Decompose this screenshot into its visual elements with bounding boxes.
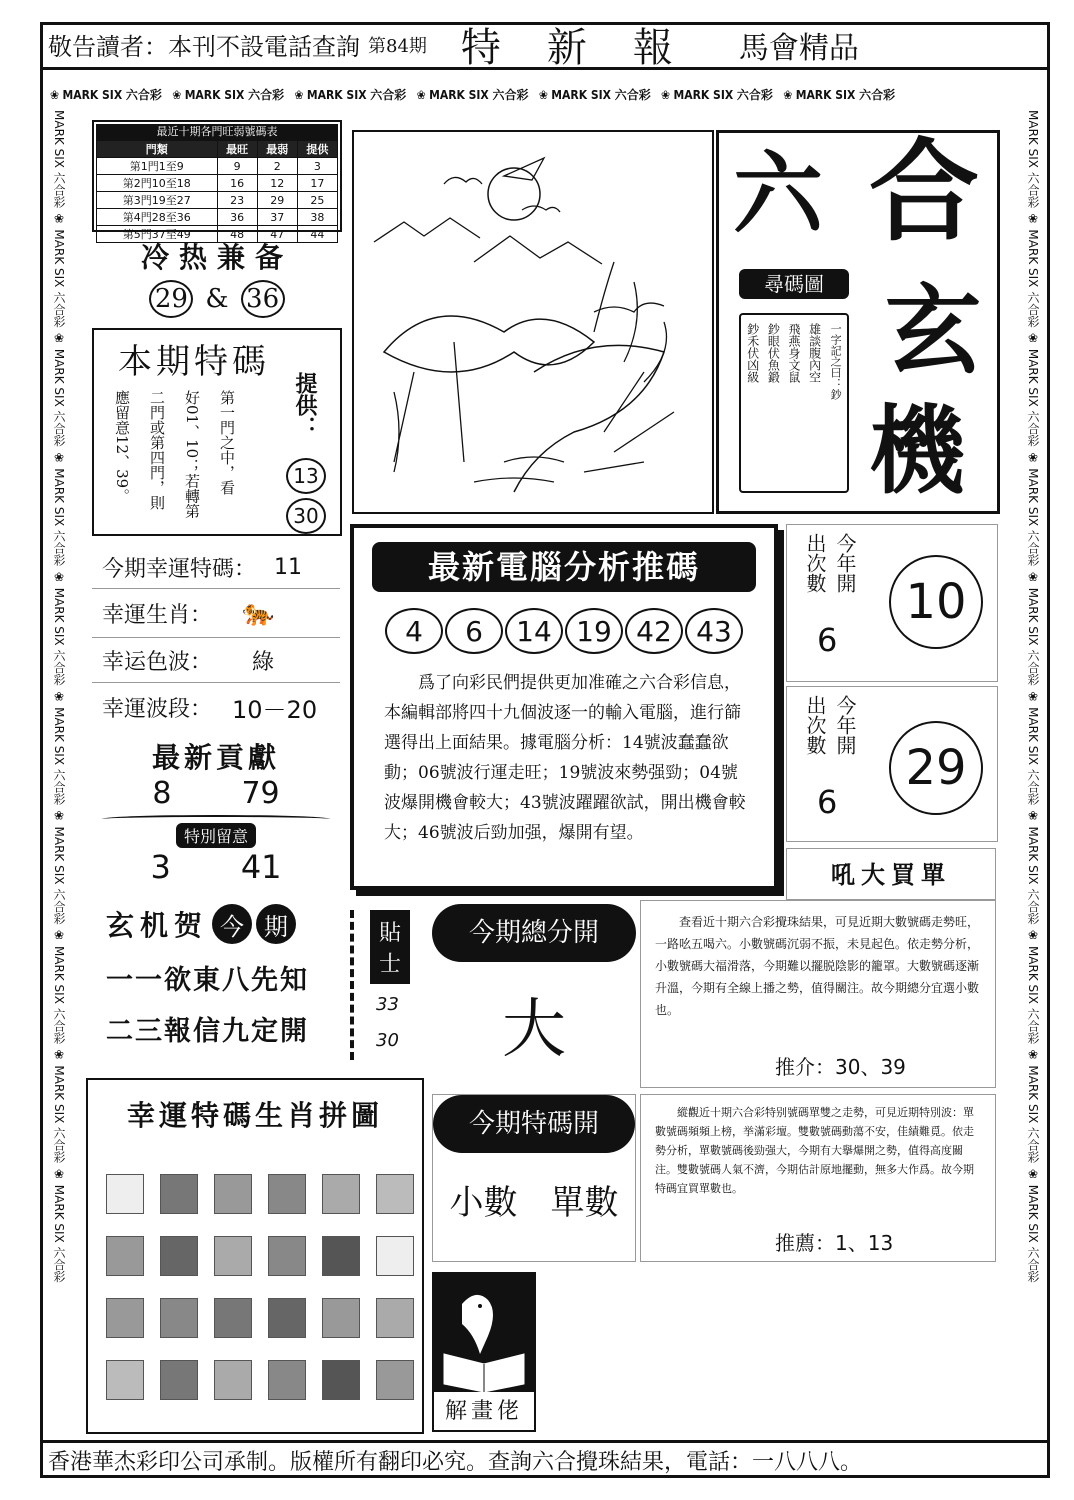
brand-label: 馬會精品 xyxy=(738,30,859,66)
lucky-color-row xyxy=(92,638,340,683)
special-open-value: 單數 xyxy=(550,1183,619,1223)
cold-hot-title: 冷热兼备 xyxy=(140,241,293,274)
table-header: 提供 xyxy=(297,141,337,158)
lucky-zodiac-row xyxy=(92,589,340,638)
code-map-tag: 尋碼圖 xyxy=(739,269,849,299)
special-col: 好01、10；若轉第 xyxy=(183,390,201,519)
table-cell: 48 xyxy=(217,226,257,243)
strip-unit: MARK SIX 六合彩 xyxy=(52,707,66,805)
poem-col: 鈔眼伏魚鍛 xyxy=(766,323,781,383)
scroll-poem xyxy=(739,313,849,493)
hot-table xyxy=(96,140,338,243)
occurrence-number: 29 xyxy=(889,721,983,815)
poem-col: 鈔禾伏凶級 xyxy=(745,323,760,383)
strip-unit: MARK SIX 六合彩 xyxy=(673,88,773,102)
right-marksix-strip: MARK SIX 六合彩 ❀ MARK SIX 六合彩 ❀ MARK SIX 六合彩 ❀ MARK SIX 六合彩 ❀ MARK SIX 六合彩 ❀ MARK SIX 六合彩 ❀ MARK SIX 六合彩 ❀ MARK SIX 六合彩 ❀ MARK SIX 六合彩 ❀ MARK SIX 六合彩 xyxy=(1026,110,1040,1283)
table-row xyxy=(97,158,338,175)
poem-col: 雄談腹內空 xyxy=(807,323,822,383)
puzzle-piece[interactable] xyxy=(376,1360,414,1400)
table-cell: 29 xyxy=(257,192,297,209)
strip-unit: MARK SIX 六合彩 xyxy=(551,88,651,102)
strip-unit: MARK SIX 六合彩 xyxy=(62,88,162,102)
contribution-box xyxy=(92,736,340,896)
table-cell: 47 xyxy=(257,226,297,243)
table-cell: 23 xyxy=(217,192,257,209)
bigbuy-title: 吼大買單 xyxy=(786,848,996,900)
attention-numbers xyxy=(92,848,340,886)
lucky-range-row xyxy=(92,683,340,731)
occurrence-label: 出次數 xyxy=(803,533,827,593)
table-cell: 第4門28至36 xyxy=(97,209,218,226)
puzzle-piece[interactable] xyxy=(214,1298,252,1338)
table-row xyxy=(97,192,338,209)
puzzle-piece[interactable] xyxy=(322,1360,360,1400)
puzzle-piece[interactable] xyxy=(214,1236,252,1276)
logo-char: 機 xyxy=(869,394,965,507)
tips-char: 貼 xyxy=(378,921,401,946)
computer-number: 19 xyxy=(565,608,623,654)
contribution-title: 最新貢獻 xyxy=(151,741,280,774)
computer-number: 43 xyxy=(685,608,743,654)
lucky-section xyxy=(92,546,340,731)
provide-label: 提供： xyxy=(292,372,318,438)
interpreter-label: 解畫佬 xyxy=(444,1399,523,1424)
table-header-row xyxy=(97,141,338,158)
puzzle-piece[interactable] xyxy=(160,1298,198,1338)
occurrence-number: 10 xyxy=(889,555,983,649)
lucky-code-row xyxy=(92,546,340,589)
special-open-value: 小數 xyxy=(449,1183,518,1223)
attention-number: 41 xyxy=(240,848,282,886)
puzzle-piece[interactable] xyxy=(268,1298,306,1338)
strip-unit: MARK SIX 六合彩 xyxy=(429,88,529,102)
puzzle-grid xyxy=(106,1174,426,1418)
table-cell: 9 xyxy=(217,158,257,175)
computer-number: 6 xyxy=(445,608,503,654)
strip-unit: MARK SIX 六合彩 xyxy=(52,945,66,1044)
reader-notice: 敬告讀者：本刊不設電話查詢 xyxy=(48,33,360,61)
special-col: 應留意12、39。 xyxy=(113,390,131,504)
lucky-zodiac-label: 幸運生肖： xyxy=(102,602,213,628)
lucky-color-label: 幸运色波： xyxy=(102,649,213,675)
puzzle-piece[interactable] xyxy=(160,1174,198,1214)
strip-unit: MARK SIX 六合彩 xyxy=(1026,1065,1040,1164)
table-header: 最旺 xyxy=(217,141,257,158)
special-title: 本期特碼 xyxy=(118,342,270,382)
total-score-box xyxy=(432,904,636,1086)
strip-unit: MARK SIX 六合彩 xyxy=(1026,468,1040,567)
wave-divider xyxy=(102,815,330,823)
lucky-code-value: 11 xyxy=(274,554,303,580)
poem-col: 飛燕身文鼠 xyxy=(786,323,801,383)
strip-unit: MARK SIX 六合彩 xyxy=(795,88,896,102)
table-header: 門類 xyxy=(97,141,218,158)
lucky-code-label: 今期幸運特碼： xyxy=(102,556,257,582)
puzzle-piece[interactable] xyxy=(322,1236,360,1276)
occurrence-value: 6 xyxy=(817,621,838,659)
hot-number: 36 xyxy=(241,280,285,318)
strip-unit: MARK SIX 六合彩 xyxy=(52,1065,66,1164)
special-open-text: 縱觀近十期六合彩特别號碼單雙之走勢，可見近期特別波：單數號碼頻頻上榜，挙滿彩壇。雙數號碼動蕩不安，佳績難覓。依走勢分析，單數號碼後勁强大，今期有大擧爆開之勢，值得高度關注。雙數號碼人氣不濟，今期估計原地擺動，無多大作爲。故今期特碼宜買單數也。 xyxy=(655,1106,974,1195)
dashed-divider xyxy=(350,910,358,1060)
table-cell: 2 xyxy=(257,158,297,175)
liuhe-xuanji-logo xyxy=(716,127,1000,514)
zodiac-puzzle-box xyxy=(86,1078,424,1434)
puzzle-title: 幸運特碼生肖拼圖 xyxy=(126,1099,383,1132)
puzzle-piece[interactable] xyxy=(268,1360,306,1400)
table-cell: 12 xyxy=(257,175,297,192)
picture-interpreter-box xyxy=(432,1272,536,1432)
ampersand: & xyxy=(205,284,229,314)
bird-book-illustration xyxy=(434,1274,534,1392)
puzzle-piece[interactable] xyxy=(106,1236,144,1276)
puzzle-piece[interactable] xyxy=(106,1174,144,1214)
xuanji-box xyxy=(92,904,348,1064)
left-marksix-strip: MARK SIX 六合彩 ❀ MARK SIX 六合彩 ❀ MARK SIX 六合彩 ❀ MARK SIX 六合彩 ❀ MARK SIX 六合彩 ❀ MARK SIX 六合彩 ❀ MARK SIX 六合彩 ❀ MARK SIX 六合彩 ❀ MARK SIX 六合彩 ❀ MARK SIX 六合彩 xyxy=(52,110,66,1283)
logo-char: 玄 xyxy=(885,274,981,387)
lotus-landscape-icon xyxy=(354,132,712,512)
hot-cold-table-box xyxy=(92,120,342,241)
strip-unit: MARK SIX 六合彩 xyxy=(52,110,66,208)
table-row xyxy=(97,175,338,192)
table-cell: 37 xyxy=(257,209,297,226)
poem-col: 一字記之曰：鈔 xyxy=(829,323,843,400)
strip-unit: MARK SIX 六合彩 xyxy=(1026,110,1040,208)
total-value: 大 xyxy=(502,993,566,1067)
flower-icon: ❀ xyxy=(416,88,426,102)
attention-label: 特別留意 xyxy=(176,823,256,848)
xuanji-line: 二三報信九定開 xyxy=(106,1016,309,1047)
occurrence-label: 今年開 xyxy=(833,695,857,755)
xuanji-title-row xyxy=(92,904,348,944)
strip-unit: MARK SIX 六合彩 xyxy=(306,88,407,102)
lucky-range-value: 10－20 xyxy=(232,695,318,724)
puzzle-piece[interactable] xyxy=(322,1174,360,1214)
xuanji-title: 玄机贺 xyxy=(106,909,209,942)
table-header: 最弱 xyxy=(257,141,297,158)
flower-icon: ❀ xyxy=(661,88,671,102)
strip-unit: MARK SIX 六合彩 xyxy=(1026,1184,1040,1283)
header-bar xyxy=(40,22,1050,70)
flower-icon: ❀ xyxy=(172,88,182,102)
attention-number: 3 xyxy=(150,848,171,886)
occurrence-value: 6 xyxy=(817,783,838,821)
puzzle-piece[interactable] xyxy=(214,1360,252,1400)
table-cell: 第2門10至18 xyxy=(97,175,218,192)
computer-analysis-box xyxy=(350,524,778,890)
landscape-illustration xyxy=(352,130,714,514)
xuanji-char: 期 xyxy=(256,904,296,944)
puzzle-piece[interactable] xyxy=(376,1236,414,1276)
strip-unit: MARK SIX 六合彩 xyxy=(52,587,66,686)
strip-unit: MARK SIX 六合彩 xyxy=(1026,826,1040,925)
table-cell: 16 xyxy=(217,175,257,192)
cold-hot-box xyxy=(92,236,342,322)
strip-unit: MARK SIX 六合彩 xyxy=(184,88,285,102)
cold-hot-numbers xyxy=(92,280,342,318)
strip-unit: MARK SIX 六合彩 xyxy=(52,826,66,925)
flower-icon: ❀ xyxy=(538,88,548,102)
newspaper-title: 特新報 xyxy=(460,25,719,71)
occurrence-box-2 xyxy=(786,686,998,842)
flower-icon: ❀ xyxy=(783,88,793,102)
tips-label xyxy=(370,910,410,984)
puzzle-piece[interactable] xyxy=(376,1174,414,1214)
contribution-numbers xyxy=(92,776,340,811)
tips-number: 30 xyxy=(376,1030,399,1051)
puzzle-piece[interactable] xyxy=(322,1298,360,1338)
footer-bar xyxy=(40,1440,1050,1478)
footer-text: 香港華杰彩印公司承制。版權所有翻印必究。查詢六合攪珠結果，電話：一八八八。 xyxy=(48,1450,863,1475)
special-col: 第一門之中，看 xyxy=(218,390,236,495)
strip-unit: MARK SIX 六合彩 xyxy=(1026,229,1040,328)
strip-unit: MARK SIX 六合彩 xyxy=(1026,945,1040,1044)
special-open-box xyxy=(432,1094,636,1262)
strip-unit: MARK SIX 六合彩 xyxy=(52,468,66,567)
bird-book-icon xyxy=(434,1274,534,1392)
flower-icon: ❀ xyxy=(294,88,304,102)
table-cell: 3 xyxy=(297,158,337,175)
special-open-text-box xyxy=(640,1094,996,1262)
tips-number: 33 xyxy=(376,994,399,1015)
xuanji-line: 一一欲東八先知 xyxy=(106,965,309,996)
strip-unit: MARK SIX 六合彩 xyxy=(52,229,66,328)
lucky-color-value: 綠 xyxy=(252,649,275,675)
total-title: 今期總分開 xyxy=(432,904,636,962)
cold-number: 29 xyxy=(149,280,193,318)
computer-number: 42 xyxy=(625,608,683,654)
table-cell: 36 xyxy=(217,209,257,226)
puzzle-piece[interactable] xyxy=(268,1174,306,1214)
strip-unit: MARK SIX 六合彩 xyxy=(1026,587,1040,686)
table-cell: 第3門19至27 xyxy=(97,192,218,209)
contribution-number: 8 xyxy=(152,776,172,811)
puzzle-piece[interactable] xyxy=(160,1360,198,1400)
lucky-range-label: 幸運波段： xyxy=(102,696,213,722)
occurrence-label: 今年開 xyxy=(833,533,857,593)
computer-number: 4 xyxy=(385,608,443,654)
special-open-recommend: 推薦：1、13 xyxy=(775,1231,894,1255)
puzzle-piece[interactable] xyxy=(376,1298,414,1338)
table-cell: 44 xyxy=(297,226,337,243)
issue-number: 第84期 xyxy=(368,35,427,57)
computer-number: 14 xyxy=(505,608,563,654)
bigbuy-recommend: 推介：30、39 xyxy=(775,1055,906,1079)
special-number-box xyxy=(92,328,342,536)
puzzle-piece[interactable] xyxy=(106,1298,144,1338)
computer-analysis-text: 爲了向彩民們提供更加准確之六合彩信息，本編輯部將四十九個波逐一的輸入電腦，進行篩選得出上面結果。據電腦分析：14號波蠢蠢欲動；06號波行運走旺；19號波來勢强勁；04號波爆開機會較大；43號波躍躍欲試，開出機會較大；46號波后勁加强，爆開有望。 xyxy=(384,673,746,843)
table-cell: 第5門37至49 xyxy=(97,226,218,243)
puzzle-piece[interactable] xyxy=(268,1236,306,1276)
flower-icon: ❀ xyxy=(50,88,60,102)
xuanji-char: 今 xyxy=(212,904,252,944)
occurrence-label: 出次數 xyxy=(803,695,827,755)
special-open-title: 今期特碼開 xyxy=(433,1095,635,1153)
strip-unit: MARK SIX 六合彩 xyxy=(52,1184,66,1283)
contribution-number: 79 xyxy=(241,776,280,811)
puzzle-piece[interactable] xyxy=(106,1360,144,1400)
bigbuy-text-box xyxy=(640,900,996,1088)
provide-number: 30 xyxy=(286,498,326,534)
provide-number: 13 xyxy=(286,458,326,494)
strip-unit: MARK SIX 六合彩 xyxy=(1026,348,1040,447)
table-cell: 第1門1至9 xyxy=(97,158,218,175)
table-cell: 25 xyxy=(297,192,337,209)
tips-char: 士 xyxy=(378,952,401,977)
puzzle-piece[interactable] xyxy=(214,1174,252,1214)
logo-char: 合 xyxy=(869,127,979,256)
tiger-icon: 🐅 xyxy=(242,598,275,628)
computer-numbers xyxy=(354,608,774,654)
special-columns xyxy=(112,390,238,530)
table-row xyxy=(97,209,338,226)
special-col: 二門或第四門，則 xyxy=(148,390,166,510)
table-cell: 17 xyxy=(297,175,337,192)
table-cell: 38 xyxy=(297,209,337,226)
bigbuy-text: 查看近十期六合彩攪珠結果，可見近期大數號碼走勢旺，一路吆五喝六。小數號碼沉弱不振，未見起色。依走勢分析，小數號碼大福滑落，今期難以擺脱陰影的籠罩。大數號碼逐漸升溫，今期有全線上播之勢，值得關注。故今期總分宜選小數也。 xyxy=(655,915,980,1017)
strip-unit: MARK SIX 六合彩 xyxy=(1026,707,1040,805)
top-marksix-strip xyxy=(50,84,1040,106)
special-open-values xyxy=(433,1175,635,1224)
occurrence-box-1 xyxy=(786,524,998,682)
computer-title: 最新電腦分析推碼 xyxy=(372,542,756,592)
strip-unit: MARK SIX 六合彩 xyxy=(52,348,66,447)
puzzle-piece[interactable] xyxy=(160,1236,198,1276)
logo-char: 六 xyxy=(733,141,823,247)
hot-table-title: 最近十期各門旺弱號碼表 xyxy=(96,124,338,140)
